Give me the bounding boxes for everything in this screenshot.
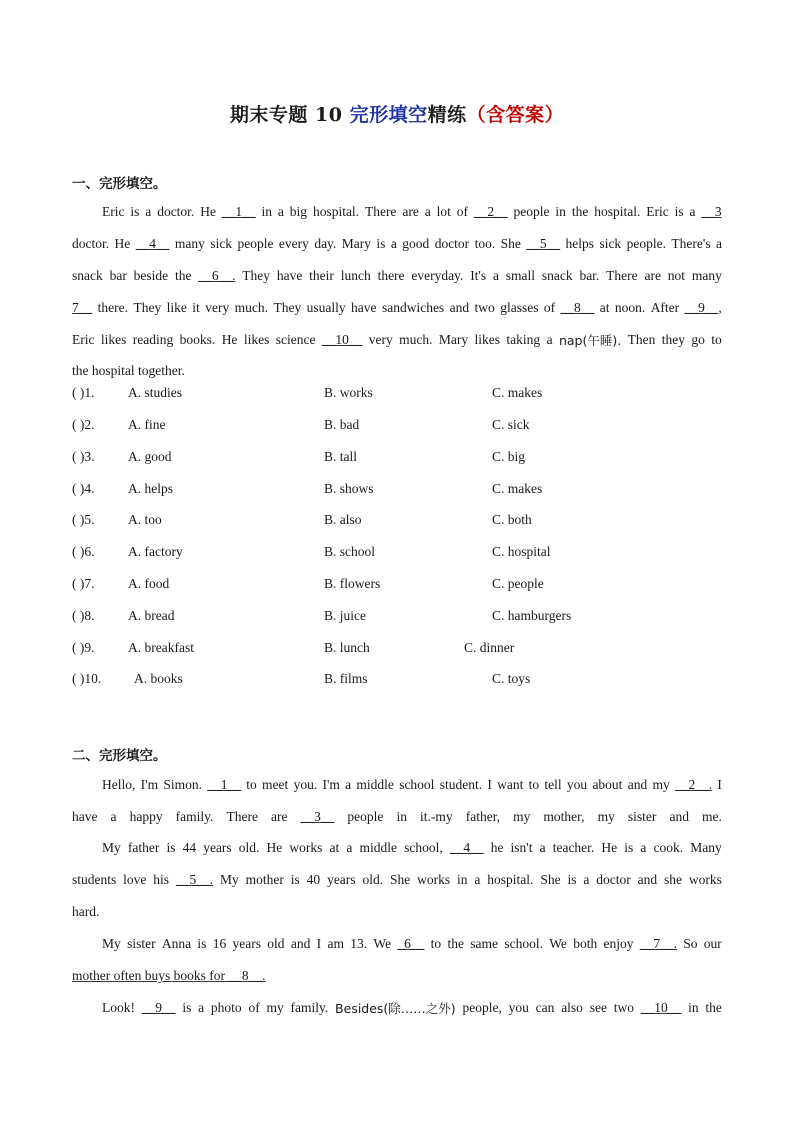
word: father, xyxy=(465,809,501,824)
word: Eric xyxy=(646,204,669,219)
option-a: A. too xyxy=(128,512,162,527)
word: noon. xyxy=(614,300,646,315)
option-c: C. big xyxy=(492,449,526,464)
word: Simon. xyxy=(163,777,202,792)
word: his xyxy=(153,872,170,887)
word: and xyxy=(449,300,470,315)
word: nap(午睡). xyxy=(558,333,622,348)
word: in xyxy=(688,1000,699,1015)
option-c: C. hospital xyxy=(492,544,551,559)
word: she xyxy=(664,872,683,887)
option-b: B. juice xyxy=(324,608,366,623)
word: is xyxy=(182,1000,192,1015)
word: family. xyxy=(175,809,214,824)
option-b: B. bad xyxy=(324,417,360,432)
word: Mary xyxy=(438,332,469,347)
option-b: B. works xyxy=(324,385,373,400)
question-number: ( )3. xyxy=(72,449,95,464)
option-a: A. studies xyxy=(128,385,182,400)
word: There xyxy=(606,268,638,283)
word: They xyxy=(133,300,162,315)
section-1-heading: 一、完形填空。 xyxy=(72,176,167,192)
passage-line xyxy=(102,202,722,222)
word: Then xyxy=(627,332,656,347)
word: years xyxy=(203,840,232,855)
word: I'm xyxy=(322,777,340,792)
word: both xyxy=(573,936,598,951)
word: at xyxy=(599,300,610,315)
word: doctor xyxy=(434,236,470,251)
option-a: A. good xyxy=(128,449,172,464)
word: day. xyxy=(314,236,337,251)
word: and xyxy=(627,777,648,792)
word: is xyxy=(166,840,176,855)
word: you xyxy=(508,1000,529,1015)
word: a xyxy=(110,809,117,824)
word: sister xyxy=(627,809,657,824)
word: It's xyxy=(470,268,487,283)
word: the xyxy=(447,936,464,951)
word: their xyxy=(309,268,334,283)
word: is xyxy=(376,236,386,251)
word: He xyxy=(601,840,618,855)
word: doctor xyxy=(596,872,631,887)
word: Eric xyxy=(72,332,95,347)
word: the xyxy=(174,268,192,283)
passage-line xyxy=(72,966,722,986)
option-b: B. tall xyxy=(324,449,357,464)
word: works xyxy=(417,872,451,887)
answer-blank: __9__ xyxy=(141,1000,176,1015)
word: bar xyxy=(109,268,127,283)
question-number: ( )2. xyxy=(72,417,95,432)
section-2-heading: 二、完形填空。 xyxy=(72,748,167,764)
word: they xyxy=(661,332,685,347)
word: in xyxy=(396,809,407,824)
passage-line xyxy=(72,298,722,318)
word: much. xyxy=(234,300,269,315)
word: have xyxy=(276,268,303,283)
word: my xyxy=(266,1000,284,1015)
word: Look! xyxy=(102,1000,135,1015)
word: people xyxy=(513,204,550,219)
word: a xyxy=(640,840,647,855)
word: Many xyxy=(690,840,722,855)
word: science xyxy=(275,332,316,347)
word: sandwiches xyxy=(381,300,445,315)
word: We xyxy=(549,936,567,951)
word: to xyxy=(528,777,540,792)
word: of xyxy=(543,300,556,315)
title-part-3: 精练 xyxy=(427,104,467,126)
word: a xyxy=(474,872,481,887)
word: a xyxy=(716,236,722,251)
word: There's xyxy=(671,236,711,251)
word: happy xyxy=(129,809,163,824)
word: middle xyxy=(356,777,394,792)
word: hospital. xyxy=(594,204,641,219)
answer-blank: __10__ xyxy=(321,332,363,347)
word: there xyxy=(377,268,405,283)
word: cook. xyxy=(653,840,684,855)
word: are xyxy=(402,204,419,219)
word: a xyxy=(198,1000,205,1015)
word: a xyxy=(583,872,590,887)
word: also xyxy=(561,1000,583,1015)
word: the xyxy=(571,204,589,219)
word: isn't xyxy=(510,840,533,855)
question-number: ( )5. xyxy=(72,512,95,527)
word: me. xyxy=(702,809,722,824)
word: small xyxy=(505,268,536,283)
word: much. xyxy=(399,332,433,347)
word: Hello, xyxy=(102,777,136,792)
answer-blank: __2__ xyxy=(473,204,508,219)
word: He xyxy=(200,204,216,219)
word: my xyxy=(513,809,531,824)
word: father xyxy=(127,840,160,855)
word: in xyxy=(555,204,566,219)
title-part-4: （含答案） xyxy=(466,104,565,126)
word: bar. xyxy=(579,268,600,283)
word: people, xyxy=(462,1000,502,1015)
word: She xyxy=(540,872,561,887)
word: is xyxy=(624,840,634,855)
question-number: ( )7. xyxy=(72,576,95,591)
word: hard. xyxy=(72,904,100,919)
word: sick xyxy=(210,236,233,251)
option-b: B. lunch xyxy=(324,640,370,655)
word: I xyxy=(717,777,722,792)
answer-blank: __9__, xyxy=(684,300,722,315)
word: a xyxy=(145,204,152,219)
option-c: C. makes xyxy=(492,385,543,400)
title-part-2: 完形填空 xyxy=(349,104,428,126)
word: school xyxy=(399,777,435,792)
word: usually xyxy=(306,300,346,315)
option-a: A. factory xyxy=(128,544,183,559)
word: 40 xyxy=(306,872,321,887)
word: My xyxy=(102,936,121,951)
passage-line xyxy=(72,902,722,922)
word: there. xyxy=(97,300,129,315)
word: sick xyxy=(599,236,622,251)
passage-line xyxy=(72,807,722,827)
word: teacher. xyxy=(552,840,595,855)
word: old. xyxy=(362,872,384,887)
word: to xyxy=(430,936,442,951)
option-b: B. flowers xyxy=(324,576,381,591)
word: every xyxy=(278,236,309,251)
word: is xyxy=(567,872,577,887)
word: want xyxy=(497,777,524,792)
word: my xyxy=(597,809,615,824)
word: I xyxy=(316,936,322,951)
option-a: A. bread xyxy=(128,608,175,623)
word: books. xyxy=(179,332,216,347)
answer-blank: __3 xyxy=(701,204,722,219)
word: They xyxy=(242,268,271,283)
word: students xyxy=(72,872,117,887)
word: a xyxy=(424,204,431,219)
word: My xyxy=(102,840,121,855)
word: two xyxy=(474,300,495,315)
word: He xyxy=(221,332,238,347)
word: a xyxy=(390,236,397,251)
word: glasses xyxy=(500,300,539,315)
answer-blank: __5__ xyxy=(526,236,561,251)
word: reading xyxy=(132,332,174,347)
word: There xyxy=(226,809,258,824)
word: a xyxy=(539,840,546,855)
word: Eric xyxy=(102,204,125,219)
option-c: C. both xyxy=(492,512,532,527)
word: They xyxy=(273,300,302,315)
word: in xyxy=(457,872,468,887)
answer-blank: __6__. xyxy=(198,268,236,283)
word: my xyxy=(652,777,670,792)
word: 44 xyxy=(182,840,197,855)
answer-blank: __2__. xyxy=(675,777,713,792)
answer-blank: __7__. xyxy=(639,936,677,951)
word: middle xyxy=(359,840,397,855)
passage-line xyxy=(102,934,722,954)
word: very xyxy=(205,300,230,315)
word: sister xyxy=(127,936,156,951)
option-b: B. shows xyxy=(324,481,374,496)
word: it.-my xyxy=(420,809,453,824)
word: helps xyxy=(565,236,595,251)
word: likes xyxy=(100,332,127,347)
word: student. xyxy=(439,777,483,792)
word: have xyxy=(72,809,98,824)
word: Anna xyxy=(161,936,192,951)
passage-line xyxy=(72,330,722,350)
option-b: B. films xyxy=(324,671,368,686)
word: too. xyxy=(474,236,496,251)
word: likes xyxy=(243,332,270,347)
word: works xyxy=(289,840,323,855)
word: everyday. xyxy=(411,268,464,283)
word: love xyxy=(123,872,147,887)
answer-blank: __4__ xyxy=(449,840,484,855)
word: years xyxy=(232,936,261,951)
answer-blank: __1__ xyxy=(221,204,256,219)
word: you. xyxy=(293,777,318,792)
option-c: C. makes xyxy=(492,481,543,496)
word: I'm xyxy=(140,777,159,792)
word: old. xyxy=(238,840,260,855)
word: So xyxy=(683,936,698,951)
word: the hospital together. xyxy=(72,363,185,378)
word: likes xyxy=(474,332,501,347)
word: lot xyxy=(436,204,451,219)
word: snack xyxy=(72,268,103,283)
option-c: C. toys xyxy=(492,671,531,686)
word: We xyxy=(373,936,392,951)
word: very xyxy=(368,332,393,347)
word: family. xyxy=(290,1000,329,1015)
word: doctor. xyxy=(72,236,110,251)
word: is xyxy=(197,936,207,951)
word: is xyxy=(130,204,140,219)
word: the xyxy=(705,1000,722,1015)
answer-blank: __3__ xyxy=(300,809,335,824)
word: you xyxy=(566,777,588,792)
word: enjoy xyxy=(603,936,634,951)
word: can xyxy=(535,1000,555,1015)
question-number: ( )8. xyxy=(72,608,95,623)
answer-blank: 7__ xyxy=(72,300,93,315)
word: She xyxy=(389,872,411,887)
word: a xyxy=(689,204,696,219)
word: taking xyxy=(506,332,541,347)
word: school, xyxy=(404,840,443,855)
word: meet xyxy=(262,777,289,792)
option-a: A. fine xyxy=(128,417,166,432)
option-b: B. also xyxy=(324,512,362,527)
word: hospital. xyxy=(312,204,360,219)
word: go xyxy=(691,332,705,347)
word: of xyxy=(456,204,468,219)
option-c: C. hamburgers xyxy=(492,608,572,623)
word: beside xyxy=(133,268,169,283)
word: are xyxy=(644,268,661,283)
word: to xyxy=(711,332,722,347)
word: people. xyxy=(626,236,666,251)
option-a: A. books xyxy=(134,671,183,686)
word: is xyxy=(674,204,684,219)
word: photo xyxy=(210,1000,242,1015)
word: 13. xyxy=(350,936,368,951)
word: it xyxy=(192,300,200,315)
word: After xyxy=(650,300,680,315)
option-a: A. helps xyxy=(128,481,173,496)
word: My xyxy=(219,872,239,887)
word: to xyxy=(246,777,257,792)
question-number: ( )1. xyxy=(72,385,95,400)
option-c: C. people xyxy=(492,576,544,591)
answer-blank: __4__ xyxy=(135,236,170,251)
option-c: C. sick xyxy=(492,417,530,432)
word: a xyxy=(277,204,284,219)
word: He xyxy=(266,840,283,855)
word: a xyxy=(492,268,499,283)
word: snack xyxy=(541,268,573,283)
word: good xyxy=(402,236,430,251)
answer-blank: __1__ xyxy=(207,777,241,792)
word: hospital. xyxy=(487,872,534,887)
word: and xyxy=(637,872,658,887)
word: people xyxy=(347,809,384,824)
word: people xyxy=(237,236,274,251)
word: There xyxy=(364,204,397,219)
answer-blank: mother often buys books for __8__. xyxy=(72,968,266,983)
option-a: A. food xyxy=(128,576,170,591)
word: mother xyxy=(245,872,284,887)
title-part-1: 期末专题 10 xyxy=(229,104,350,126)
word: am xyxy=(327,936,344,951)
option-b: B. school xyxy=(324,544,376,559)
word: I xyxy=(487,777,492,792)
question-number: ( )4. xyxy=(72,481,95,496)
word: a xyxy=(346,840,353,855)
word: many xyxy=(691,268,722,283)
answer-blank: __5__. xyxy=(175,872,214,887)
word: years xyxy=(327,872,356,887)
question-number: ( )9. xyxy=(72,640,95,655)
question-number: ( )10. xyxy=(72,671,102,686)
passage-line xyxy=(72,870,722,890)
word: doctor. xyxy=(157,204,195,219)
passage-line xyxy=(72,266,722,286)
passage-line xyxy=(72,361,722,381)
word: our xyxy=(703,936,722,951)
page-title xyxy=(0,100,794,127)
word: big xyxy=(289,204,308,219)
word: Mary xyxy=(341,236,371,251)
option-a: A. breakfast xyxy=(128,640,194,655)
passage-line xyxy=(102,775,722,795)
word: Besides(除……之外) xyxy=(335,1001,456,1016)
word: old xyxy=(267,936,285,951)
word: same xyxy=(470,936,499,951)
word: at xyxy=(329,840,340,855)
answer-blank: __8__ xyxy=(560,300,595,315)
word: many xyxy=(174,236,205,251)
question-number: ( )6. xyxy=(72,544,95,559)
passage-line xyxy=(102,838,722,858)
word: school. xyxy=(504,936,543,951)
option-c: C. dinner xyxy=(464,640,515,655)
word: about xyxy=(592,777,623,792)
word: works xyxy=(688,872,722,887)
word: tell xyxy=(544,777,562,792)
word: in xyxy=(261,204,272,219)
word: he xyxy=(490,840,504,855)
word: two xyxy=(613,1000,634,1015)
word: and xyxy=(290,936,311,951)
word: have xyxy=(351,300,377,315)
word: see xyxy=(589,1000,607,1015)
word: mother, xyxy=(543,809,585,824)
word: like xyxy=(166,300,187,315)
word: is xyxy=(290,872,300,887)
word: He xyxy=(114,236,131,251)
passage-line xyxy=(72,234,722,254)
word: not xyxy=(667,268,686,283)
word: of xyxy=(248,1000,260,1015)
word: and xyxy=(669,809,689,824)
passage-line xyxy=(102,998,722,1018)
answer-blank: __10__ xyxy=(640,1000,682,1015)
word: a xyxy=(345,777,352,792)
answer-blank: _6__ xyxy=(397,936,425,951)
word: lunch xyxy=(340,268,371,283)
word: 16 xyxy=(212,936,227,951)
word: a xyxy=(546,332,553,347)
word: are xyxy=(271,809,288,824)
word: She xyxy=(500,236,521,251)
